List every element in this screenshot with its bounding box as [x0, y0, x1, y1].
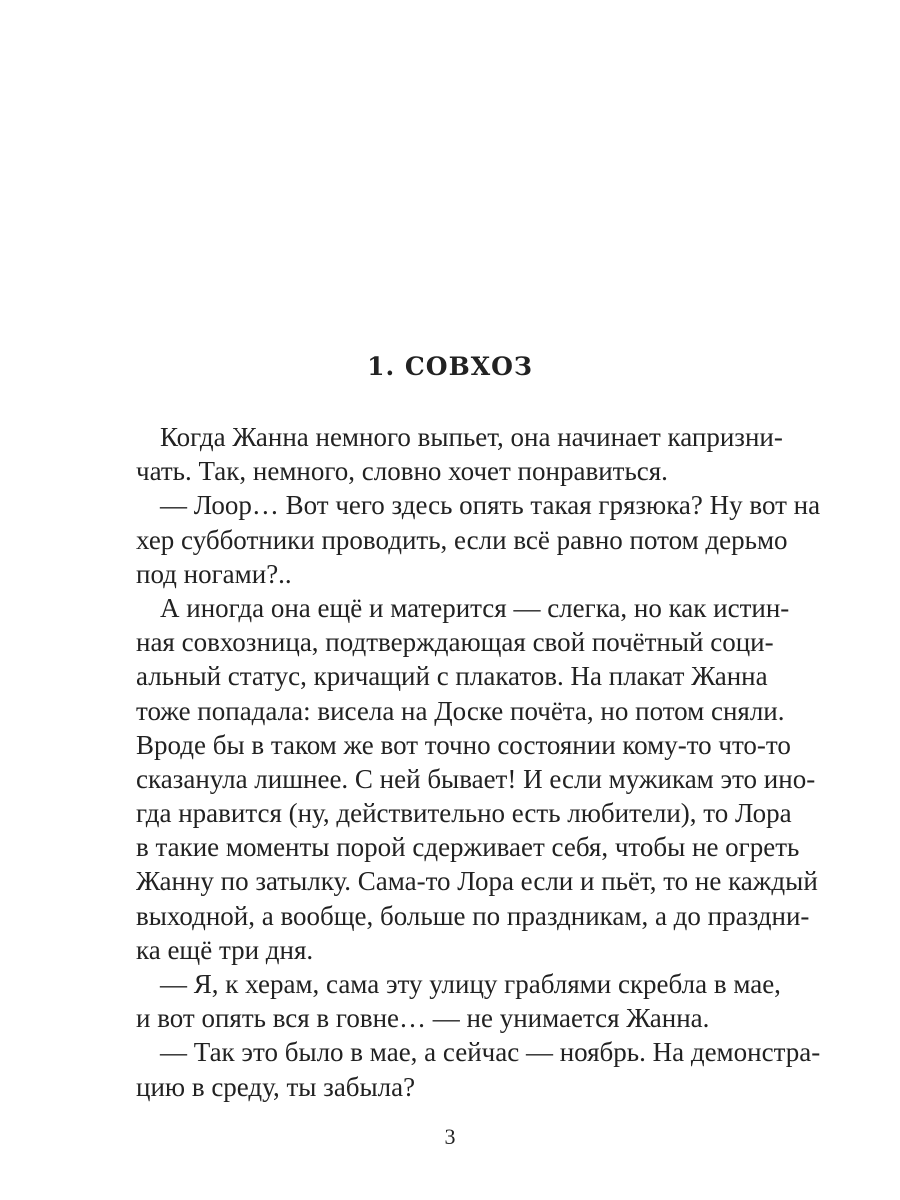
text-line: — Лоор… Вот чего здесь опять такая грязюка? Ну вот на	[160, 490, 821, 521]
text-line: — Я, к херам, сама эту улицу граблями скребла в мае,	[160, 969, 781, 999]
text-line: и вот опять вся в говне… — не унимается Жанна.	[136, 1003, 710, 1034]
page-number: 3	[444, 1124, 456, 1149]
chapter-title: 1. СОВХОЗ	[367, 352, 533, 381]
text-line: чать. Так, немного, словно хочет понравиться.	[136, 456, 668, 487]
text-line: сказанула лишнее. С ней бывает! И если мужикам это ино-	[136, 763, 816, 794]
text-line: хер субботники проводить, если всё равно потом дерьмо	[136, 524, 788, 555]
text-line: А иногда она ещё и матерится — слегка, но как истин-	[160, 592, 790, 623]
text-line: Когда Жанна немного выпьет, она начинает капризни-	[160, 422, 783, 452]
body-text	[136, 420, 821, 1104]
text-line: альный статус, кричащий с плакатов. На плакат Жанна	[136, 661, 768, 692]
text-line: — Так это было в мае, а сейчас — ноябрь. На демонстра-	[160, 1037, 821, 1068]
text-line: Вроде бы в таком же вот точно состоянии кому-то что-то	[136, 729, 791, 760]
text-line: ка ещё три дня.	[136, 934, 314, 965]
text-line: в такие моменты порой сдерживает себя, чтобы не огреть	[136, 832, 800, 863]
text-line: тоже попадала: висела на Доске почёта, но потом сняли.	[136, 695, 785, 726]
text-line: под ногами?..	[136, 558, 292, 589]
text-line: Жанну по затылку. Сама-то Лора если и пьёт, то не каждый	[136, 866, 818, 897]
text-line: выходной, а вообще, больше по праздникам, а до праздни-	[136, 900, 810, 931]
text-line: гда нравится (ну, действительно есть любители), то Лора	[136, 798, 792, 829]
text-line: цию в среду, ты забыла?	[136, 1071, 416, 1102]
text-line: ная совхозница, подтверждающая свой почётный соци-	[136, 627, 774, 658]
